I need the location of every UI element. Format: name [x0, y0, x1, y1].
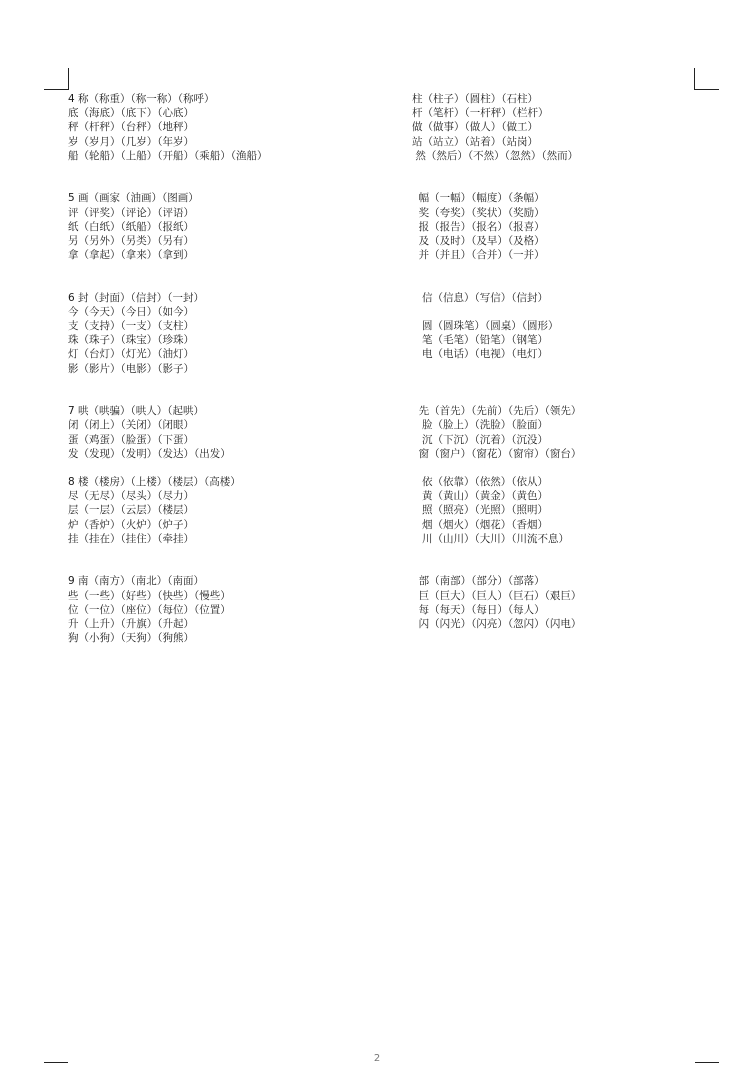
crop-mark-top-right-horizontal	[695, 89, 719, 90]
right-word-line	[412, 546, 581, 560]
right-word-line: 烟（烟火）（烟花）（香烟）	[412, 518, 549, 531]
left-word-line: 6 封（封面）（信封）（一封）	[68, 291, 205, 304]
left-word-line: 层（一层）（云层）（楼层）	[68, 504, 194, 517]
right-word-line: 及（及时）（及早）（及格）	[412, 234, 545, 247]
left-word-line: 影（影片）（电影）（影子）	[68, 362, 194, 375]
left-word-line: 8 楼（楼房）（上楼）（楼层）（高楼）	[68, 476, 241, 489]
right-word-line	[412, 276, 581, 290]
right-word-line	[412, 177, 581, 191]
left-word-list	[68, 92, 268, 645]
left-word-line	[68, 163, 268, 177]
right-word-line	[412, 461, 581, 475]
left-word-line	[68, 546, 268, 560]
right-word-line	[412, 305, 581, 319]
right-word-line: 部（南部）（部分）（部落）	[412, 575, 545, 588]
right-word-line: 先（首先）（先前）（先后）（领先）	[412, 405, 582, 418]
right-word-line: 奖（夸奖）（奖状）（奖励）	[412, 206, 545, 219]
left-word-line: 尽（无尽）（尽头）（尽力）	[68, 490, 194, 503]
crop-mark-top-left-horizontal	[44, 89, 68, 90]
left-word-line: 评（评奖）（评论）（评语）	[68, 206, 194, 219]
left-word-line: 挂（挂在）（挂住）（牵挂）	[68, 532, 194, 545]
right-word-line: 电（电话）（电视）（电灯）	[412, 348, 549, 361]
left-word-line: 发（发现）（发明）（发达）（出发）	[68, 447, 231, 460]
left-word-line: 7 哄（哄骗）（哄人）（起哄）	[68, 405, 205, 418]
left-word-line: 位（一位）（座位）（每位）（位置）	[68, 603, 231, 616]
left-word-line	[68, 276, 268, 290]
right-word-line: 笔（毛笔）（铅笔）（钢笔）	[412, 334, 549, 347]
left-word-line: 秤（杆秤）（台秤）（地秤）	[68, 121, 194, 134]
left-word-line: 拿（拿起）（拿来）（拿到）	[68, 249, 194, 262]
right-word-line: 做（做事）（做人）（做工）	[412, 121, 538, 134]
right-word-line: 圆（圆珠笔）（圆桌）（圆形）	[412, 320, 559, 332]
right-word-line: 黄（黄山）（黄金）（黄色）	[412, 490, 549, 503]
left-word-line: 5 画（画家（油画）（图画）	[68, 192, 199, 205]
right-word-line	[412, 390, 581, 404]
right-word-line: 脸（脸上）（洗脸）（脸面）	[412, 419, 549, 432]
right-word-line	[412, 376, 581, 390]
right-word-line: 巨（巨大）（巨人）（巨石）（艰巨）	[412, 589, 582, 602]
left-word-line	[68, 177, 268, 191]
right-word-line: 并（并且）（合并）（一并）	[412, 249, 545, 262]
right-word-line: 照（照亮）（光照）（照明）	[412, 504, 549, 517]
left-word-line: 船（轮船）（上船）（开船）（乘船）（渔船）	[68, 149, 268, 162]
left-word-line	[68, 376, 268, 390]
right-word-line: 然（然后）（不然）（忽然）（然而）	[412, 149, 579, 162]
right-word-line: 杆（笔杆）（一杆秤）（栏杆）	[412, 107, 549, 120]
right-word-line: 每（每天）（每日）（每人）	[412, 603, 545, 616]
left-word-line	[68, 262, 268, 276]
left-word-line: 底（海底）（底下）（心底）	[68, 107, 194, 120]
left-word-line: 灯（台灯）（灯光）（油灯）	[68, 348, 194, 361]
right-word-line: 闪（闪光）（闪亮）（忽闪）（闪电）	[412, 617, 582, 630]
left-word-line: 炉（香炉）（火炉）（炉子）	[68, 518, 194, 531]
left-word-line: 今（今天）（今日）（如今）	[68, 305, 194, 318]
right-word-line: 信（信息）（写信）（信封）	[412, 291, 549, 304]
right-word-line: 沉（下沉）（沉着）（沉没）	[412, 433, 549, 446]
left-word-line: 岁（岁月）（几岁）（年岁）	[68, 135, 194, 148]
right-word-line: 窗（窗户）（窗花）（窗帘）（窗台）	[412, 447, 582, 460]
left-word-line: 珠（珠子）（珠宝）（珍珠）	[68, 334, 194, 347]
left-word-line: 升（上升）（升旗）（升起）	[68, 617, 194, 630]
left-word-line: 些（一些）（好些）（快些）（慢些）	[68, 589, 231, 602]
left-word-line	[68, 461, 268, 475]
right-word-line: 报（报告）（报名）（报喜）	[412, 220, 545, 233]
left-word-line: 支（支持）（一支）（支柱）	[68, 320, 194, 332]
right-word-line: 依（依靠）（依然）（依从）	[412, 476, 549, 489]
left-word-line: 闭（闭上）（关闭）（闭眼）	[68, 419, 194, 432]
crop-mark-top-left-vertical	[68, 68, 69, 90]
left-word-line: 另（另外）（另类）（另有）	[68, 234, 194, 247]
right-word-line	[412, 631, 581, 645]
left-word-line: 蛋（鸡蛋）（脸蛋）（下蛋）	[68, 433, 194, 446]
right-word-line: 幅（一幅）（幅度）（条幅）	[412, 192, 545, 205]
right-word-line	[412, 262, 581, 276]
right-word-list	[412, 92, 581, 645]
left-word-line: 4 称（称重）（称一称）（称呼）	[68, 93, 215, 105]
right-word-line: 站（站立）（站着）（站岗）	[412, 135, 538, 148]
right-word-line	[412, 362, 581, 376]
left-word-line	[68, 560, 268, 574]
left-word-line	[68, 390, 268, 404]
left-word-line: 9 南（南方）（南北）（南面）	[68, 575, 205, 588]
page-number: 2	[373, 1053, 381, 1064]
left-word-line: 纸（白纸）（纸船）（报纸）	[68, 220, 194, 233]
left-word-line: 狗（小狗）（天狗）（狗熊）	[68, 632, 194, 645]
crop-mark-top-right-vertical	[694, 68, 695, 90]
right-word-line	[412, 560, 581, 574]
right-word-line: 川（山川）（大川）（川流不息）	[412, 532, 570, 545]
right-word-line	[412, 163, 581, 177]
right-word-line: 柱（柱子）（圆柱）（石柱）	[412, 93, 538, 105]
